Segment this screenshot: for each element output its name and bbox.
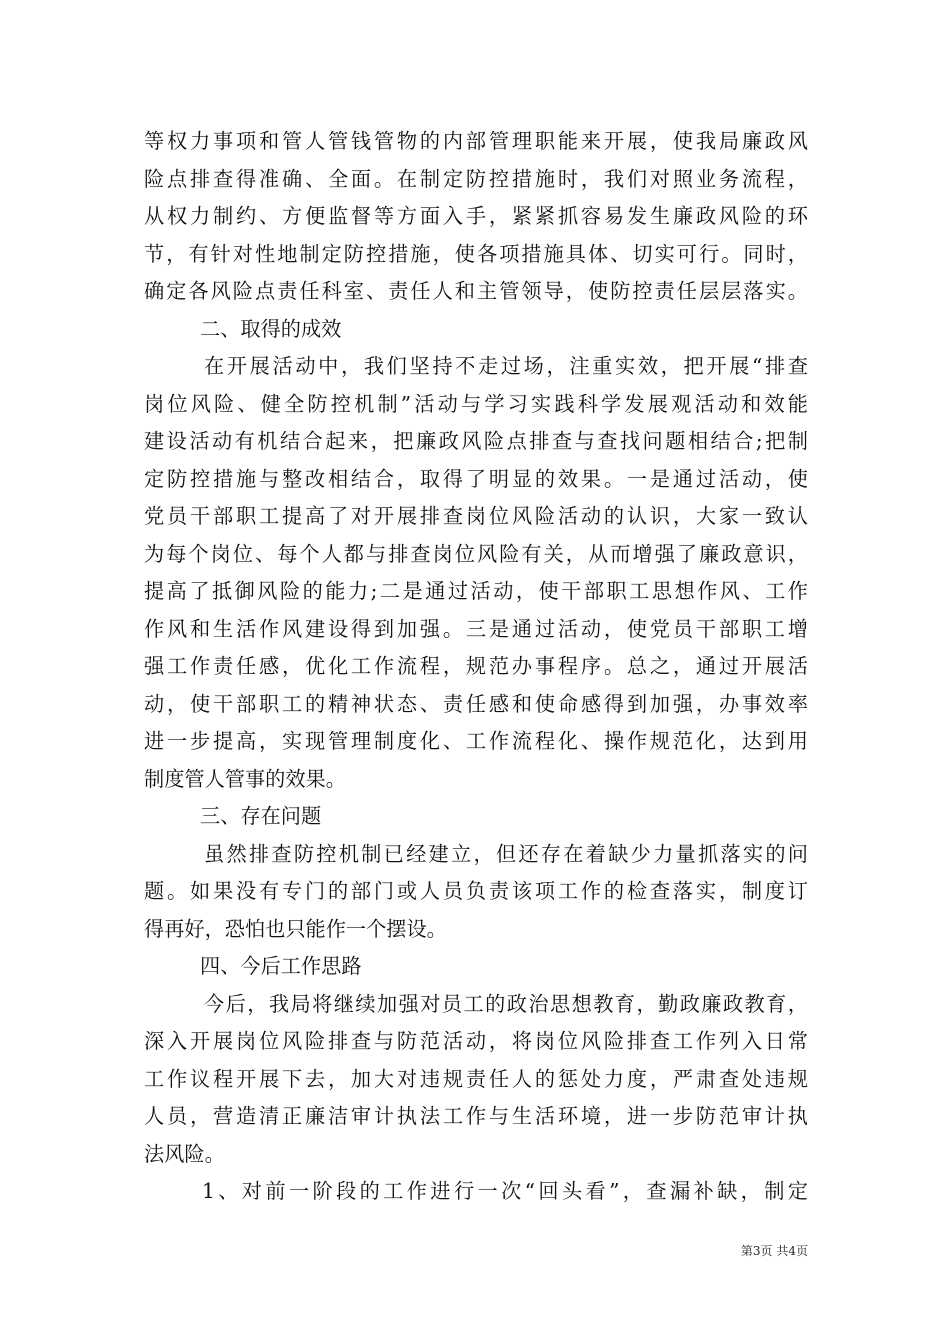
list-item: 1、对前一阶段的工作进行一次“回头看”，查漏补缺，制定 [202,1179,808,1203]
body-line: 险点排查得准确、全面。在制定防控措施时，我们对照业务流程， [144,166,808,191]
body-line: 从权力制约、方便监督等方面入手，紧紧抓容易发生廉政风险的环 [144,204,808,228]
body-line: 得再好，恐怕也只能作一个摆设。 [144,916,447,941]
body-line: 制度管人管事的效果。 [144,766,346,791]
body-line: 动，使干部职工的精神状态、责任感和使命感得到加强，办事效率 [144,691,808,716]
body-line: 作风和生活作风建设得到加强。三是通过活动，使党员干部职工增 [144,616,808,641]
body-line: 强工作责任感，优化工作流程，规范办事程序。总之，通过开展活 [144,654,808,678]
body-line: 工作议程开展下去，加大对违规责任人的惩处力度，严肃查处违规 [144,1066,808,1091]
body-line: 法风险。 [144,1141,225,1166]
section-heading: 四、今后工作思路 [200,954,362,978]
body-line: 为每个岗位、每个人都与排查岗位风险有关，从而增强了廉政意识， [144,541,808,566]
body-line: 提高了抵御风险的能力;二是通过活动，使干部职工思想作风、工作 [144,579,808,603]
body-line: 进一步提高，实现管理制度化、工作流程化、操作规范化，达到用 [144,729,808,753]
body-line: 人员，营造清正廉洁审计执法工作与生活环境，进一步防范审计执 [144,1104,808,1128]
body-line: 确定各风险点责任科室、责任人和主管领导，使防控责任层层落实。 [144,279,808,303]
page-number: 第3页 共4页 [740,1244,808,1258]
body-line: 岗位风险、健全防控机制”活动与学习实践科学发展观活动和效能 [144,391,808,416]
body-line: 题。如果没有专门的部门或人员负责该项工作的检查落实，制度订 [144,879,808,903]
body-line: 深入开展岗位风险排查与防范活动，将岗位风险排查工作列入日常 [144,1029,808,1053]
body-line: 虽然排查防控机制已经建立，但还存在着缺少力量抓落实的问 [204,841,808,866]
section-heading: 三、存在问题 [200,804,322,828]
section-heading: 二、取得的成效 [200,316,342,341]
body-line: 节，有针对性地制定防控措施，使各项措施具体、切实可行。同时， [144,241,808,266]
document-body [144,123,808,1211]
body-line: 今后，我局将继续加强对员工的政治思想教育，勤政廉政教育， [204,991,808,1016]
body-line: 定防控措施与整改相结合，取得了明显的效果。一是通过活动，使 [144,466,808,491]
body-line: 建设活动有机结合起来，把廉政风险点排查与查找问题相结合;把制 [144,429,808,453]
body-line: 等权力事项和管人管钱管物的内部管理职能来开展，使我局廉政风 [144,129,808,153]
body-line: 在开展活动中，我们坚持不走过场，注重实效，把开展“排查 [204,354,808,378]
body-line: 党员干部职工提高了对开展排查岗位风险活动的认识，大家一致认 [144,504,808,528]
